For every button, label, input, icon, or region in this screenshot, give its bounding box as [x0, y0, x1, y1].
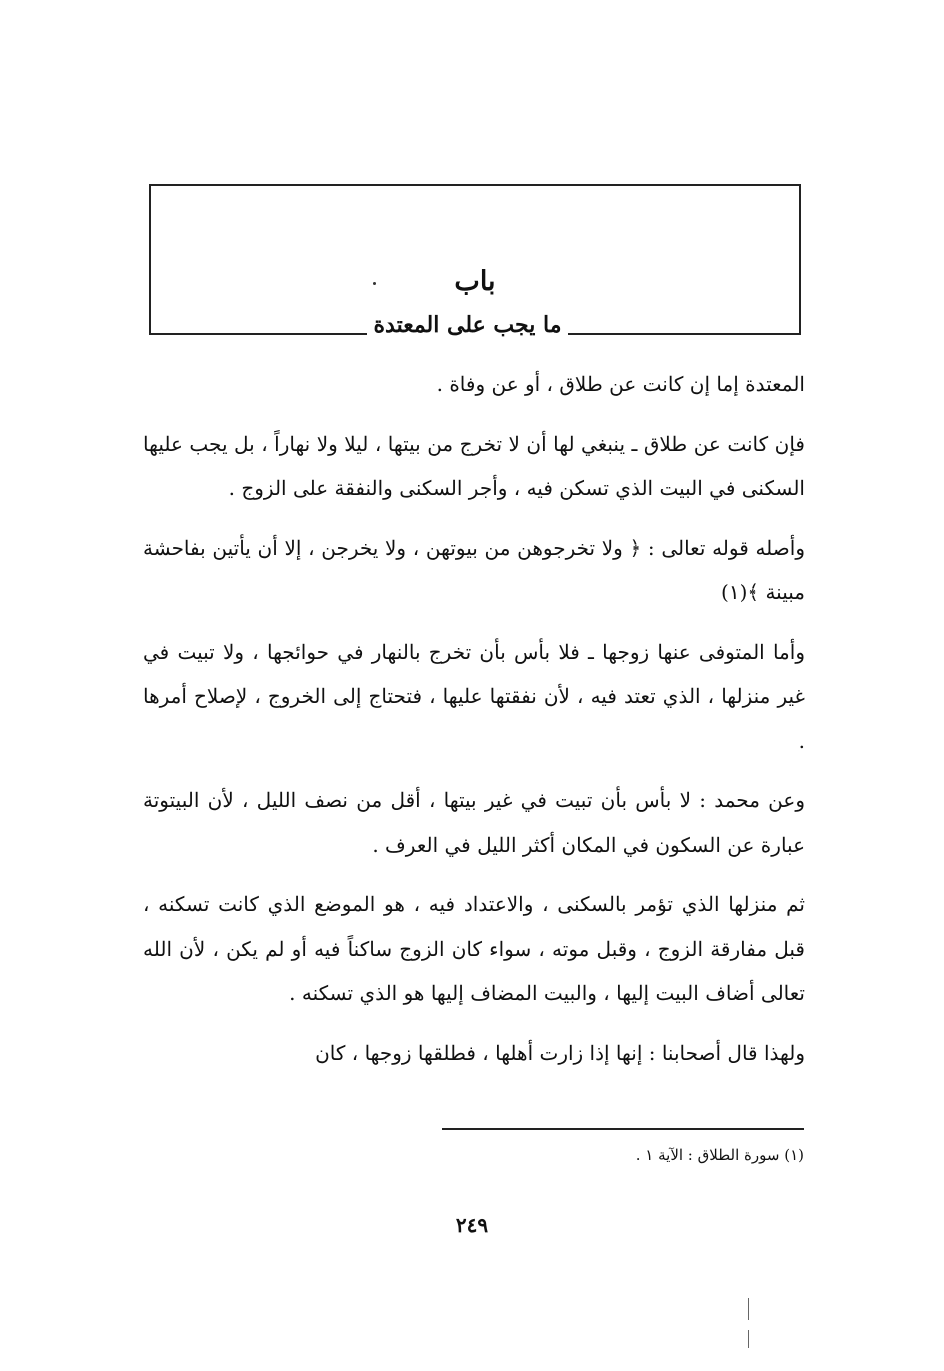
paragraph: ثم منزلها الذي تؤمر بالسكنى ، والاعتداد فيه ، هو الموضع الذي كانت تسكنه ، قبل مفارقة الزوج ، وقبل موته ، سواء كان الزوج ساكناً فيه أو لم يكن ، لأن الله تعالى أضاف البيت إليها ، والبيت المضاف إليها هو الذي تسكنه .	[143, 892, 805, 1005]
body-text	[143, 362, 805, 1090]
print-speck	[373, 282, 376, 285]
title-rule-left	[149, 333, 367, 335]
chapter-heading: باب	[454, 266, 496, 297]
paragraph: المعتدة إما إن كانت عن طلاق ، أو عن وفاة .	[436, 372, 805, 396]
scan-mark	[748, 1298, 749, 1320]
paragraph: فإن كانت عن طلاق ـ ينبغي لها أن لا تخرج من بيتها ، ليلا ولا نهاراً ، بل يجب عليها السكنى في البيت الذي تسكن فيه ، وأجر السكنى والنفقة على الزوج .	[143, 431, 805, 500]
footnote: (١) سورة الطلاق : الآية ١ .	[635, 1146, 804, 1164]
paragraph: وأصله قوله تعالى : ﴿ ولا تخرجوهن من بيوتهن ، ولا يخرجن ، إلا أن يأتين بفاحشة مبينة ﴾(١)	[143, 535, 805, 604]
paragraph: وأما المتوفى عنها زوجها ـ فلا بأس بأن تخرج بالنهار في حوائجها ، ولا تبيت في غير منزلها ، الذي تعتد فيه ، لأن نفقتها عليها ، فتحتاج إلى الخروج ، لإصلاح أمرها .	[143, 639, 805, 753]
page-number: ٢٤٩	[455, 1213, 489, 1237]
title-rule-right	[568, 333, 801, 335]
paragraph: وعن محمد : لا بأس بأن تبيت في غير بيتها ، أقل من نصف الليل ، لأن البيتوتة عبارة عن السكون في المكان أكثر الليل في العرف .	[143, 788, 805, 857]
chapter-subheading: ما يجب على المعتدة	[373, 312, 562, 338]
footnote-divider	[442, 1128, 804, 1130]
scan-mark	[748, 1330, 749, 1348]
paragraph: ولهذا قال أصحابنا : إنها إذا زارت أهلها ، فطلقها زوجها ، كان	[315, 1040, 805, 1065]
